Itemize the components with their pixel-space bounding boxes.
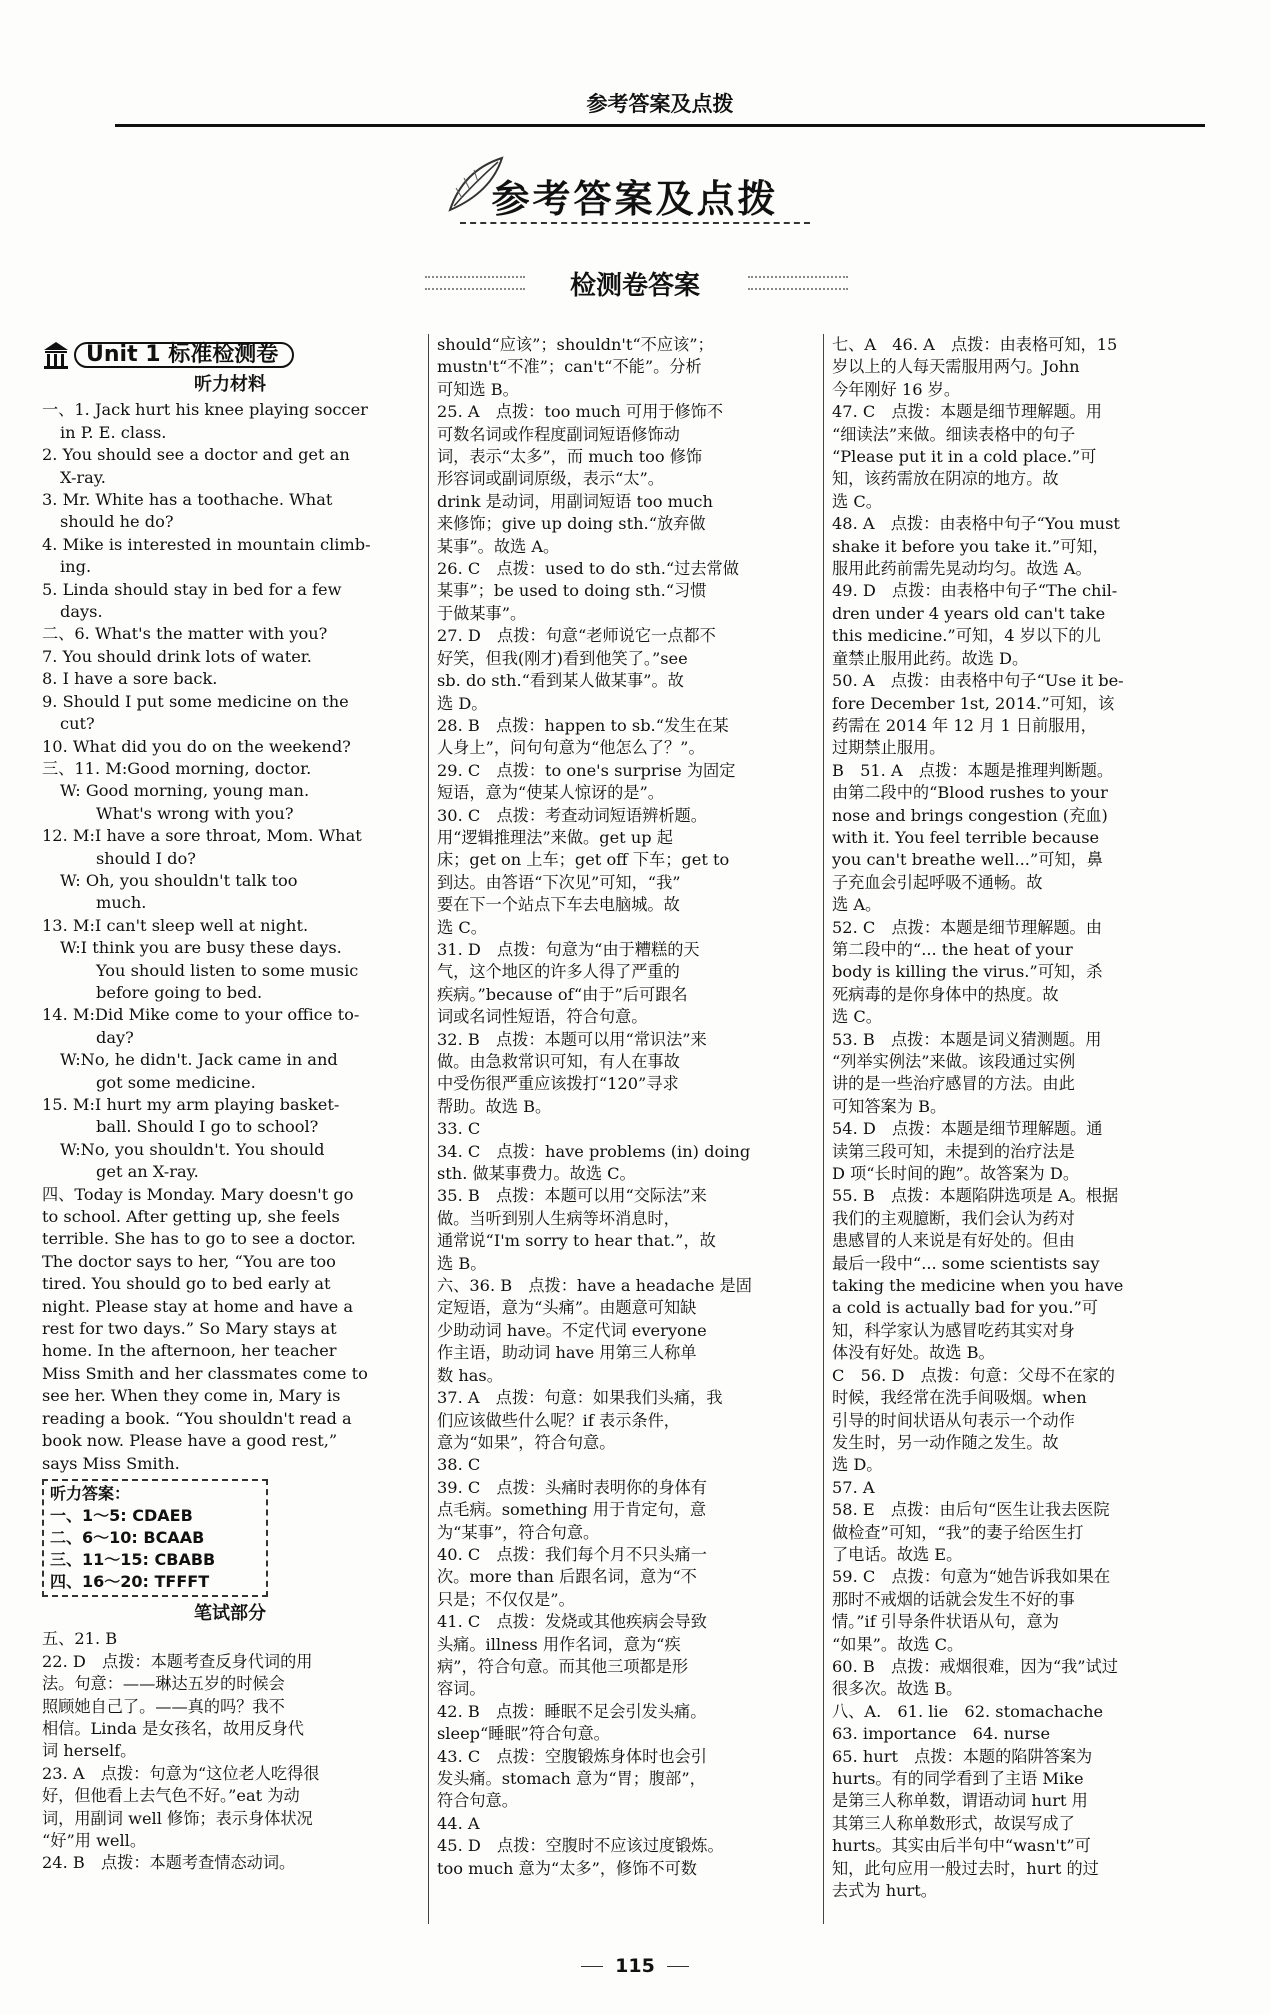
building-icon [42, 340, 70, 370]
text-line: hurts。有的同学看到了主语 Mike [832, 1769, 1084, 1788]
text-line: 知，此句应用一般过去时，hurt 的过 [832, 1858, 1099, 1878]
text-line: 53. B 点拨：本题是词义猜测题。用 [832, 1029, 1102, 1049]
text-line: 其第三人称单数形式，故误写成了 [832, 1813, 1075, 1833]
text-line: 45. D 点拨：空腹时不应该过度锻炼。 [437, 1836, 724, 1856]
text-line: 23. A 点拨：句意为“这位老人吃得很 [42, 1763, 320, 1783]
text-line: 病”，符合句意。而其他三项都是形 [437, 1656, 689, 1676]
text-line: 选 C。 [832, 491, 882, 511]
text-line: should“应该”；shouldn't“不应该”； [437, 335, 714, 354]
text-line: 作主语，助动词 have 用第三人称单 [437, 1343, 697, 1363]
header-rule [115, 124, 1205, 127]
text-line: 43. C 点拨：空腹锻炼身体时也会引 [437, 1746, 707, 1766]
text-line: 词 herself。 [42, 1741, 137, 1761]
subtitle-ornament-right [748, 276, 848, 290]
text-line: 27. D 点拨：句意“老师说它一点都不 [437, 626, 716, 646]
text-line: 41. C 点拨：发烧或其他疾病会导致 [437, 1612, 707, 1632]
text-line: 法。句意：——琳达五岁的时候会 [42, 1674, 285, 1694]
text-line: 知，科学家认为感冒吃药其实对身 [832, 1320, 1075, 1340]
text-line: 37. A 点拨：句意：如果我们头痛，我 [437, 1388, 723, 1408]
text-line: 55. B 点拨：本题陷阱选项是 A。根据 [832, 1186, 1119, 1206]
text-line: 读第三段可知，未提到的治疗法是 [832, 1141, 1075, 1161]
listening-material [42, 399, 418, 1475]
answers-box-title: 听力答案： [50, 1483, 131, 1503]
text-line: 服用此药前需先晃动均匀。故选 A。 [832, 559, 1092, 579]
page-number: 115 [615, 1955, 655, 1977]
text-line: 4. Mike is interested in mountain climb- [42, 534, 371, 554]
text-line: 最后一段中“... some scientists say [832, 1253, 1100, 1273]
text-line: day? [96, 1027, 134, 1047]
text-line: 52. C 点拨：本题是细节理解题。由 [832, 917, 1102, 937]
text-line: 死病毒的是你身体中的热度。故 [832, 984, 1059, 1004]
text-line: 数 has。 [437, 1365, 503, 1385]
text-line: W:No, he didn't. Jack came in and [60, 1050, 338, 1070]
text-line: 40. C 点拨：我们每个月不只头痛一 [437, 1544, 707, 1564]
footer-dash [667, 1966, 689, 1967]
column-3 [832, 334, 1222, 1902]
running-header: 参考答案及点拨 [586, 92, 734, 116]
text-line: C 56. D 点拨：句意：父母不在家的 [832, 1365, 1115, 1385]
text-line: 选 C。 [832, 1007, 882, 1027]
text-line: 二、6. What's the matter with you? [42, 624, 328, 644]
text-line: 好，但他看上去气色不好。”eat 为动 [42, 1786, 300, 1806]
text-line: dren under 4 years old can't take [832, 603, 1106, 623]
text-line: 是第三人称单数，谓语动词 hurt 用 [832, 1791, 1088, 1811]
text-line: 意为“如果”，符合句意。 [437, 1432, 616, 1452]
text-line: 那时不戒烟的话就会发生不好的事 [832, 1589, 1075, 1609]
answer-row: 三、11～15: CBABB [50, 1549, 216, 1569]
text-line: 某事”。故选 A。 [437, 536, 560, 556]
text-line: 可知选 B。 [437, 379, 519, 399]
text-line: 于做某事”。 [437, 603, 527, 623]
text-line: 发生时，另一动作随之发生。故 [832, 1432, 1059, 1452]
text-line: 15. M:I hurt my arm playing basket- [42, 1095, 340, 1114]
text-line: 容词。 [437, 1679, 486, 1699]
text-line: 床；get on 上车；get off 下车；get to [437, 850, 730, 870]
text-line: says Miss Smith. [42, 1453, 180, 1473]
text-line: to school. After getting up, she feels [42, 1207, 340, 1227]
text-line: 知，该药需放在阴凉的地方。故 [832, 469, 1059, 489]
text-line: 第二段中的“... the heat of your [832, 939, 1073, 959]
text-line: days. [60, 602, 103, 622]
text-line: 8. I have a sore back. [42, 669, 218, 689]
text-line: 人身上”，问句句意为“他怎么了？”。 [437, 738, 705, 758]
text-line: 定短语，意为“头痛”。由题意可知缺 [437, 1298, 697, 1318]
text-line: 26. C 点拨：used to do sth.“过去常做 [437, 559, 739, 579]
text-line: 词，表示“太多”，而 much too 修饰 [437, 447, 703, 467]
text-line: 四、Today is Monday. Mary doesn't go [42, 1184, 354, 1204]
text-line: 34. C 点拨：have problems (in) doing [437, 1141, 751, 1161]
section-heading: 笔试部分 [194, 1602, 266, 1624]
text-line: 24. B 点拨：本题考查情态动词。 [42, 1853, 296, 1873]
text-line: cut? [60, 714, 95, 734]
text-line: 某事”；be used to doing sth.“习惯 [437, 581, 707, 601]
text-line: 子充血会引起呼吸不通畅。故 [832, 872, 1043, 892]
text-line: 来修饰；give up doing sth.“放弃做 [437, 514, 706, 534]
footer-dash [581, 1966, 603, 1967]
text-line: 由第二段中的“Blood rushes to your [832, 783, 1108, 803]
text-line: 词，用副词 well 修饰；表示身体状况 [42, 1808, 313, 1828]
text-line: 讲的是一些治疗感冒的方法。由此 [832, 1074, 1075, 1094]
text-line: 一、1. Jack hurt his knee playing soccer [42, 400, 368, 420]
text-line: 只是；不仅仅是”。 [437, 1589, 575, 1609]
text-line: 要在下一个站点下车去电脑城。故 [437, 895, 680, 915]
text-line: 发头痛。stomach 意为“胃；腹部”， [437, 1769, 706, 1788]
text-line: hurts。其实由后半句中“wasn't”可 [832, 1836, 1091, 1856]
text-line: 体没有好处。故选 B。 [832, 1343, 995, 1363]
text-line: 60. B 点拨：戒烟很难，因为“我”试过 [832, 1656, 1118, 1676]
text-line: Miss Smith and her classmates come to [42, 1363, 368, 1383]
text-line: 58. E 点拨：由后句“医生让我去医院 [832, 1500, 1110, 1520]
text-line: 5. Linda should stay in bed for a few [42, 579, 342, 599]
text-line: with it. You feel terrible because [832, 827, 1100, 847]
text-line: X-ray. [60, 467, 106, 487]
text-line: 12. M:I have a sore throat, Mom. What [42, 826, 362, 846]
text-line: 符合句意。 [437, 1791, 518, 1811]
text-line: got some medicine. [96, 1072, 256, 1092]
text-line: 五、21. B [42, 1629, 118, 1649]
text-line: 三、11. M:Good morning, doctor. [42, 758, 312, 778]
text-line: 39. C 点拨：头痛时表明你的身体有 [437, 1477, 707, 1497]
text-line: “如果”。故选 C。 [832, 1634, 964, 1654]
text-line: What's wrong with you? [96, 803, 294, 823]
text-line: nose and brings congestion (充血) [832, 805, 1108, 825]
text-line: 岁以上的人每天需服用两勺。John [832, 357, 1080, 377]
text-line: 42. B 点拨：睡眠不足会引发头痛。 [437, 1701, 707, 1721]
text-line: 29. C 点拨：to one's surprise 为固定 [437, 760, 736, 780]
text-line: 词或名词性短语，符合句意。 [437, 1007, 648, 1027]
text-line: 做。当听到别人生病等坏消息时， [437, 1208, 680, 1228]
text-line: 22. D 点拨：本题考查反身代词的用 [42, 1651, 313, 1671]
text-line: 去式为 hurt。 [832, 1881, 937, 1901]
text-line: taking the medicine when you have [832, 1276, 1124, 1296]
text-line: a cold is actually bad for you.”可 [832, 1298, 1098, 1318]
text-line: “列举实例法”来做。该段通过实例 [832, 1052, 1076, 1071]
text-line: 照顾她自己了。——真的吗？我不 [42, 1696, 285, 1716]
sub-title: 检测卷答案 [569, 271, 700, 301]
text-line: 通常说“I'm sorry to hear that.”，故 [437, 1231, 716, 1251]
text-line: 六、36. B 点拨：have a headache 是固 [437, 1276, 752, 1296]
text-line: 32. B 点拨：本题可以用“常识法”来 [437, 1029, 707, 1049]
text-line: 14. M:Did Mike come to your office to- [42, 1005, 360, 1025]
text-line: The doctor says to her, “You are too [42, 1251, 336, 1271]
text-line: 38. C [437, 1455, 481, 1475]
text-line: 疾病。”because of“由于”后可跟名 [437, 984, 688, 1004]
text-line: reading a book. “You shouldn't read a [42, 1408, 352, 1428]
text-line: 次。more than 后跟名词，意为“不 [437, 1567, 697, 1587]
text-line: sth. 做某事费力。故选 C。 [437, 1164, 636, 1184]
text-line: 可数名词或作程度副词短语修饰动 [437, 424, 680, 444]
text-line: 65. hurt 点拨：本题的陷阱答案为 [832, 1746, 1093, 1766]
unit-title: Unit 1 标准检测卷 [74, 342, 294, 368]
column-1 [42, 340, 418, 1875]
text-line: 25. A 点拨：too much 可用于修饰不 [437, 402, 724, 422]
main-title: 参考答案及点拨 [491, 177, 779, 221]
text-line: see her. When they come in, Mary is [42, 1386, 341, 1406]
text-line: 童禁止服用此药。故选 D。 [832, 648, 1029, 668]
text-line: too much 意为“太多”，修饰不可数 [437, 1858, 697, 1878]
text-line: before going to bed. [96, 982, 263, 1002]
text-line: 了电话。故选 E。 [832, 1544, 963, 1564]
text-line: 为“某事”，符合句意。 [437, 1522, 600, 1542]
answer-row: 二、6～10: BCAAB [50, 1527, 205, 1547]
text-line: 做。由急救常识可知，有人在事故 [437, 1052, 680, 1071]
text-line: 7. You should drink lots of water. [42, 646, 312, 666]
text-line: 3. Mr. White has a toothache. What [42, 490, 333, 510]
text-line: D 项“长时间的跑”。故答案为 D。 [832, 1164, 1080, 1184]
text-line: 选 D。 [832, 1455, 883, 1475]
text-line: terrible. She has to go to see a doctor. [42, 1229, 356, 1249]
text-line: ball. Should I go to school? [96, 1117, 319, 1137]
text-line: 用“逻辑推理法”来做。get up 起 [437, 827, 673, 847]
text-line: 49. D 点拨：由表格中句子“The chil- [832, 581, 1118, 601]
text-line: 选 B。 [437, 1253, 487, 1273]
text-line: 患感冒的人来说是有好处的。但由 [832, 1231, 1075, 1251]
text-line: in P. E. class. [60, 422, 167, 442]
answer-row: 四、16～20: TFFFT [50, 1571, 210, 1591]
text-line: W: Good morning, young man. [60, 781, 310, 801]
text-line: rest for two days.” So Mary stays at [42, 1319, 337, 1339]
text-line: sleep“睡眠”符合句意。 [437, 1724, 610, 1744]
unit-banner [42, 340, 418, 370]
text-line: sb. do sth.“看到某人做某事”。故 [437, 671, 684, 691]
text-line: “Please put it in a cold place.”可 [832, 447, 1097, 467]
text-line: 们应该做些什么呢？if 表示条件， [437, 1410, 680, 1430]
text-line: 57. A [832, 1477, 875, 1497]
answer-row: 一、1～5: CDAEB [50, 1505, 193, 1525]
text-line: 可知答案为 B。 [832, 1096, 947, 1116]
text-line: 好笑，但我(刚才)看到他笑了。”see [437, 648, 688, 668]
text-line: 中受伤很严重应该拨打“120”寻求 [437, 1074, 679, 1094]
text-line: this medicine.”可知，4 岁以下的儿 [832, 626, 1101, 646]
text-line: 短语，意为“使某人惊讶的是”。 [437, 783, 664, 803]
text-line: 气，这个地区的许多人得了严重的 [437, 962, 680, 982]
listening-answers-box [42, 1479, 268, 1597]
text-line: 帮助。故选 B。 [437, 1096, 552, 1116]
text-line: 44. A [437, 1813, 480, 1833]
column-divider [823, 334, 824, 1924]
text-line: 47. C 点拨：本题是细节理解题。用 [832, 402, 1102, 422]
text-line: you can't breathe well...”可知，鼻 [832, 850, 1103, 870]
page-footer [0, 1955, 1270, 1977]
text-line: 59. C 点拨：句意为“她告诉我如果在 [832, 1567, 1111, 1587]
text-line: ing. [60, 557, 92, 577]
text-line: 31. D 点拨：句意为“由于糟糕的天 [437, 939, 700, 959]
text-line: body is killing the virus.”可知，杀 [832, 962, 1103, 982]
text-line: 今年刚好 16 岁。 [832, 379, 961, 399]
section-heading: 听力材料 [194, 374, 266, 395]
text-line: 到达。由答语“下次见”可知，“我” [437, 872, 681, 892]
text-line: 选 C。 [437, 917, 487, 937]
text-line: 选 D。 [437, 693, 488, 713]
text-line: 9. Should I put some medicine on the [42, 691, 349, 711]
text-line: 选 A。 [832, 895, 882, 915]
text-line: “好”用 well。 [42, 1830, 147, 1850]
text-line: 情。”if 引导条件状语从句，意为 [832, 1612, 1059, 1632]
text-line: 八、A. 61. lie 62. stomachache [832, 1701, 1104, 1721]
text-line: 28. B 点拨：happen to sb.“发生在某 [437, 715, 729, 735]
text-line: tired. You should go to bed early at [42, 1274, 331, 1294]
text-line: 30. C 点拨：考查动词短语辨析题。 [437, 805, 707, 825]
text-line: W:I think you are busy these days. [60, 938, 342, 958]
text-line: 点毛病。something 用于肯定句，意 [437, 1500, 707, 1520]
column-2 [437, 334, 810, 1880]
text-line: 时候，我经常在洗手间吸烟。when [832, 1388, 1087, 1408]
text-line: mustn't“不准”；can't“不能”。分析 [437, 357, 702, 377]
column-divider [428, 334, 429, 1924]
text-line: 2. You should see a doctor and get an [42, 445, 350, 465]
text-line: 很多次。故选 B。 [832, 1679, 963, 1699]
text-line: 54. D 点拨：本题是细节理解题。通 [832, 1119, 1103, 1139]
text-line: 35. B 点拨：本题可以用“交际法”来 [437, 1186, 707, 1206]
text-line: should he do? [60, 512, 174, 532]
text-line: 48. A 点拨：由表格中句子“You must [832, 514, 1120, 534]
text-line: drink 是动词，用副词短语 too much [437, 491, 713, 511]
text-line: 药需在 2014 年 12 月 1 日前服用， [832, 715, 1097, 735]
text-line: 过期禁止服用。 [832, 738, 946, 758]
text-line: 我们的主观臆断，我们会认为药对 [832, 1208, 1075, 1228]
text-line: You should listen to some music [96, 960, 359, 980]
written-answers [42, 1628, 418, 1874]
text-line: 少助动词 have。不定代词 everyone [437, 1320, 707, 1340]
title-underline [460, 222, 810, 224]
text-line: book now. Please have a good rest,” [42, 1431, 338, 1451]
text-line: night. Please stay at home and have a [42, 1296, 354, 1316]
text-line: 头痛。illness 用作名词，意为“疾 [437, 1634, 681, 1654]
text-line: “细读法”来做。细读表格中的句子 [832, 424, 1076, 444]
text-line: home. In the afternoon, her teacher [42, 1341, 337, 1361]
text-line: 形容词或副词原级，表示“太”。 [437, 469, 664, 489]
text-line: 七、A 46. A 点拨：由表格可知，15 [832, 335, 1118, 354]
text-line: W: Oh, you shouldn't talk too [60, 870, 298, 890]
text-line: much. [96, 893, 147, 913]
text-line: 10. What did you do on the weekend? [42, 736, 351, 756]
text-line: 13. M:I can't sleep well at night. [42, 915, 309, 935]
text-line: get an X-ray. [96, 1162, 199, 1182]
text-line: 33. C [437, 1119, 481, 1139]
text-line: 50. A 点拨：由表格中句子“Use it be- [832, 671, 1124, 691]
text-line: 引导的时间状语从句表示一个动作 [832, 1410, 1075, 1430]
text-line: 63. importance 64. nurse [832, 1724, 1051, 1744]
text-line: B 51. A 点拨：本题是推理判断题。 [832, 760, 1114, 780]
text-line: shake it before you take it.”可知， [832, 536, 1109, 556]
text-line: W:No, you shouldn't. You should [60, 1139, 325, 1159]
text-line: should I do? [96, 848, 196, 868]
text-line: fore December 1st, 2014.”可知，该 [832, 693, 1115, 713]
text-line: 做检查”可知，“我”的妻子给医生打 [832, 1522, 1084, 1542]
text-line: 相信。Linda 是女孩名，故用反身代 [42, 1718, 304, 1738]
